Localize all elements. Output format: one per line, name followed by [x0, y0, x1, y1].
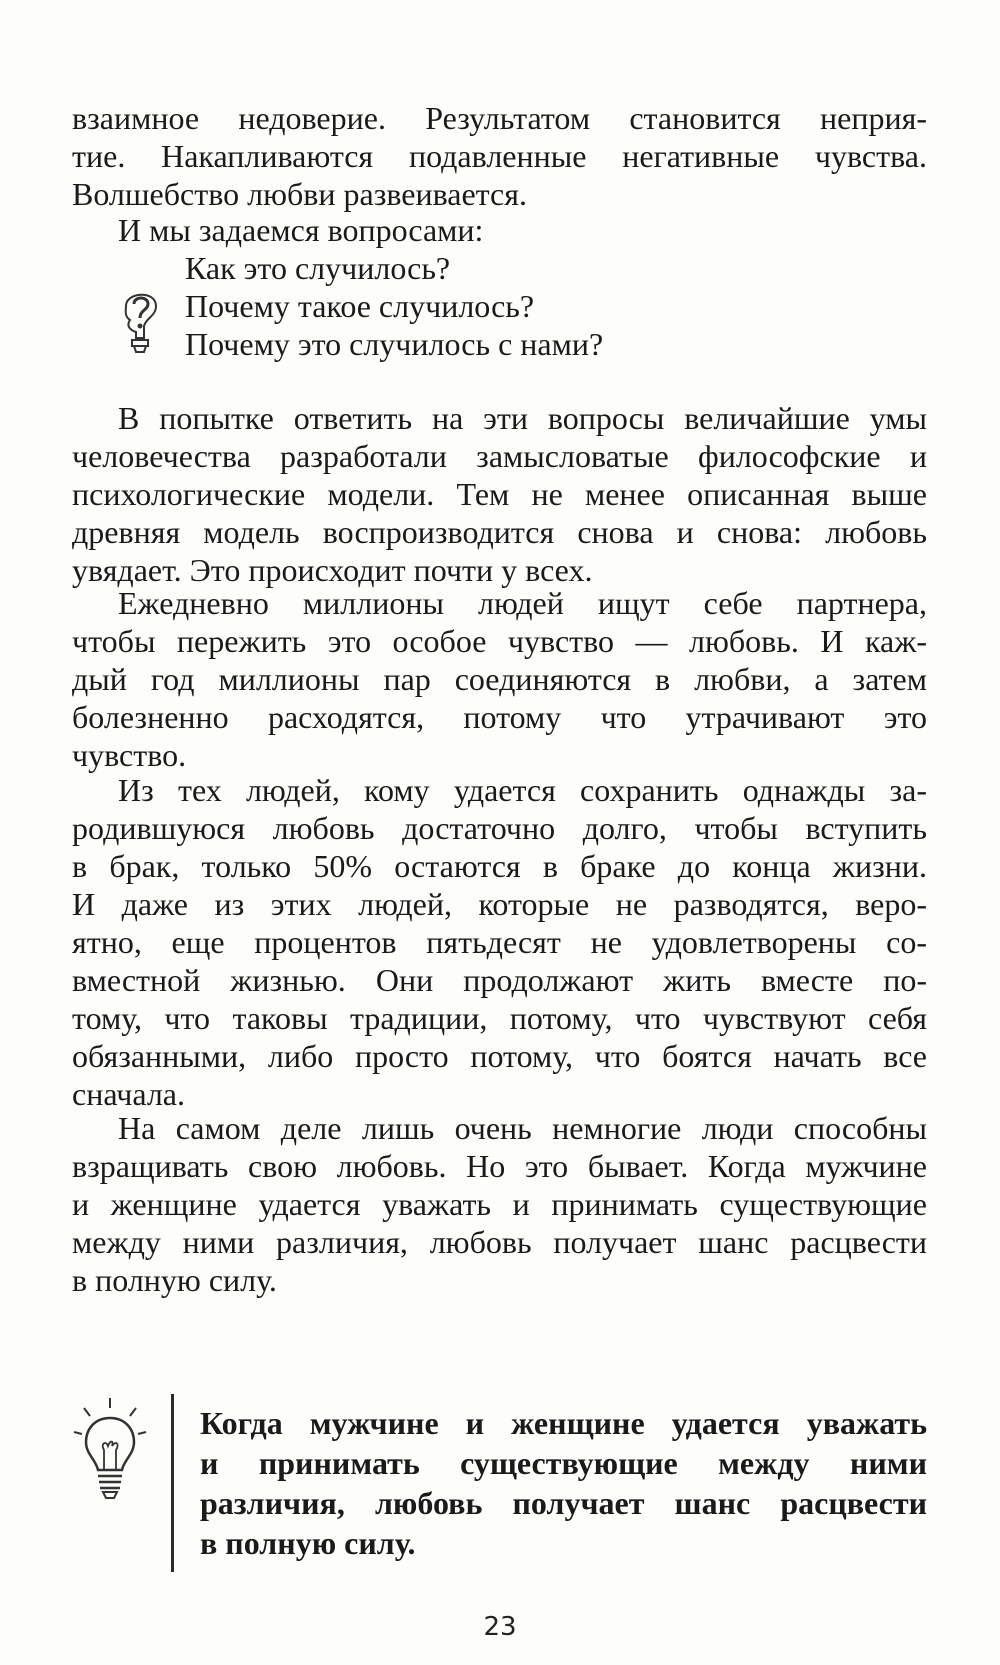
text-line: древняя модель воспроизводится снова и снова: любовь [72, 514, 927, 550]
text-line: И мы задаемся вопросами: [118, 212, 484, 248]
text-line: И даже из этих людей, которые не разводятся, веро- [72, 886, 927, 922]
text-line: взаимное недоверие. Результатом становится неприя- [72, 100, 927, 136]
text-line: ятно, еще процентов пятьдесят не удовлетворены со- [72, 924, 927, 960]
text-line: психологические модели. Тем не менее описанная выше [72, 476, 927, 512]
text-line: в полную силу. [72, 1262, 277, 1298]
text-line: тому, что таковы традиции, потому, что чувствуют себя [72, 1000, 927, 1036]
text-line: Волшебство любви развеивается. [72, 176, 527, 212]
text-line: в брак, только 50% остаются в браке до конца жизни. [72, 848, 927, 884]
text-line: болезненно расходятся, потому что утрачивают это [72, 699, 927, 735]
callout-line: в полную силу. [200, 1525, 416, 1561]
text-line: родившуюся любовь достаточно долго, чтобы вступить [72, 810, 927, 846]
page-number: 23 [483, 1612, 517, 1642]
text-line: увядает. Это происходит почти у всех. [72, 552, 593, 588]
callout-divider [171, 1394, 174, 1572]
text-line: обязанными, либо просто потому, что боятся начать все [72, 1038, 927, 1074]
callout-line: и принимать существующие между ними [200, 1445, 927, 1481]
text-line: тие. Накапливаются подавленные негативные чувства. [72, 138, 927, 174]
lightbulb-icon [70, 1394, 150, 1504]
question-head-icon [118, 286, 164, 358]
question-line: Как это случилось? [185, 250, 451, 286]
text-line: чтобы пережить это особое чувство — любовь. И каж- [72, 623, 927, 659]
question-line: Почему это случилось с нами? [185, 326, 604, 362]
text-line: человечества разработали замысловатые философские и [72, 438, 927, 474]
text-line: сначала. [72, 1076, 185, 1112]
text-line: Ежедневно миллионы людей ищут себе партнера, [118, 585, 927, 621]
text-line: В попытке ответить на эти вопросы величайшие умы [118, 400, 927, 436]
callout-line: различия, любовь получает шанс расцвести [200, 1485, 927, 1521]
text-line: дый год миллионы пар соединяются в любви, а затем [72, 661, 927, 697]
text-line: и женщине удается уважать и принимать существующие [72, 1186, 927, 1222]
text-line: взращивать свою любовь. Но это бывает. Когда мужчине [72, 1148, 927, 1184]
text-line: чувство. [72, 737, 187, 773]
text-line: между ними различия, любовь получает шанс расцвести [72, 1224, 927, 1260]
question-line: Почему такое случилось? [185, 288, 535, 324]
callout-line: Когда мужчине и женщине удается уважать [200, 1405, 927, 1441]
text-line: Из тех людей, кому удается сохранить однажды за- [118, 772, 927, 808]
text-line: На самом деле лишь очень немногие люди способны [118, 1110, 927, 1146]
text-line: вместной жизнью. Они продолжают жить вместе по- [72, 962, 927, 998]
